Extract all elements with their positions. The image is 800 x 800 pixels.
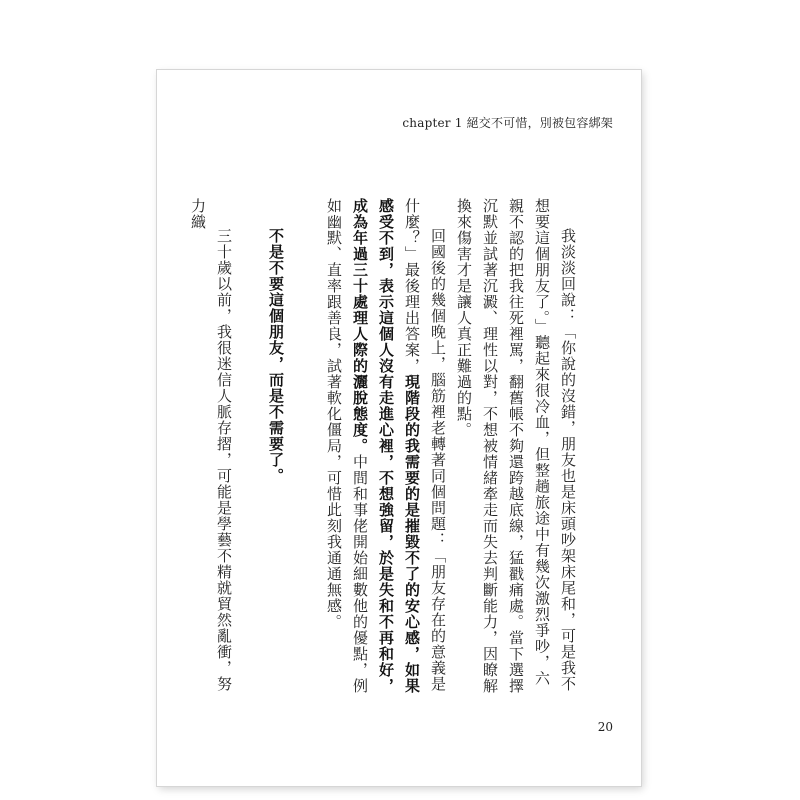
paragraph-2-intro: 回國後的幾個晚上，腦筋裡老轉著同個問題：「朋友存在的意義是什麼？」最後理出答案，	[403, 198, 447, 692]
page-number: 20	[597, 720, 613, 734]
running-header: chapter 1 絕交不可惜，別被包容綁架	[402, 116, 613, 130]
emphasis-line: 不是不要這個朋友，而是不需要了。	[267, 228, 285, 484]
paragraph-1: 我淡淡回說：「你說的沒錯，朋友也是床頭吵架床尾和，可是我不想要這個朋友了。」聽起來很冷血，但整趟旅途中有幾次激烈爭吵，六親不認的把我往死裡罵，翻舊帳不夠還跨越底線，猛戳痛處。當下選擇沉默並試著沉澱、理性以對，不想被情緒牽走而失去判斷能力，因瞭解換來傷害才是讓人真正難過的點。	[455, 198, 577, 694]
paragraph-2-outro: 中間和事佬開始細數他的優點，例如幽默、直率跟善良，試著軟化僵局，可惜此刻我通通無感。	[325, 198, 369, 694]
paragraph-4: 三十歲以前，我很迷信人脈存摺，可能是學藝不精就貿然亂衝，努力織	[189, 198, 233, 692]
book-page	[157, 70, 641, 786]
paragraph-2-emphasis: 現階段的我需要的是摧毀不了的安心感，如果感受不到，表示這個人沒有走進心裡，不想強留，於是失和不再和好，成為年過三十處理人際的灑脫態度。	[351, 198, 421, 694]
paragraph-2	[321, 198, 451, 698]
page-body	[185, 198, 601, 698]
